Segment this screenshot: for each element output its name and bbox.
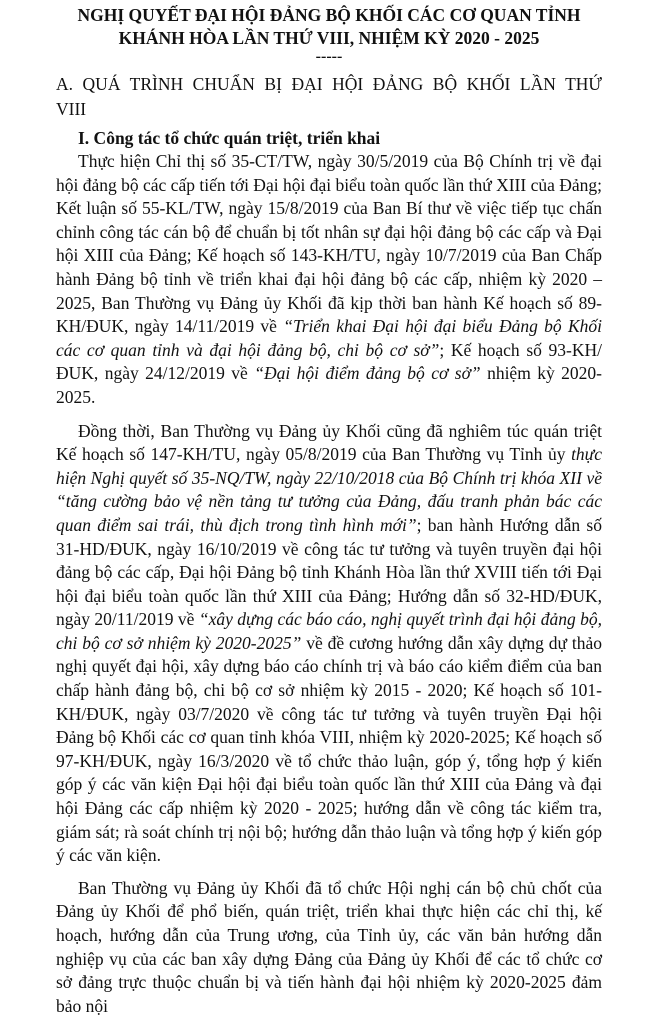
paragraph-2-text-1: Đồng thời, Ban Thường vụ Đảng ủy Khối cũng đã nghiêm túc quán triệt Kế hoạch số 147-KH/TU, ngày 05/8/2019 của Ban Thường vụ Tỉnh ủy: [56, 420, 602, 465]
paragraph-2: [56, 420, 602, 868]
paragraph-2-text-3: về đề cương hướng dẫn xây dựng dự thảo nghị quyết đại hội, xây dựng báo cáo chính trị và báo cáo kiểm điểm của ban chấp hành đảng bộ, chi bộ cơ sở nhiệm kỳ 2015 - 2020; Kế hoạch số 101-KH/ĐUK, ngày 03/7/2020 về công tác tư tưởng và tuyên truyền Đại hội Đảng bộ Khối các cơ quan tỉnh khóa VIII, nhiệm kỳ 2020-2025; Kế hoạch số 97-KH/ĐUK, ngày 16/3/2020 về tổ chức thảo luận, góp ý, tổng hợp ý kiến góp ý các văn kiện Đại hội đại biểu toàn quốc lần thứ XIII của Đảng và đại hội Đảng các cấp nhiệm kỳ 2020 - 2025; hướng dẫn về công tác kiểm tra, giám sát; rà soát chính trị nội bộ; hướng dẫn thảo luận và tổng hợp ý kiến góp ý các văn kiện.: [56, 632, 603, 866]
paragraph-3: Ban Thường vụ Đảng ủy Khối đã tổ chức Hội nghị cán bộ chủ chốt của Đảng ủy Khối để phổ biến, quán triệt, triển khai thực hiện các chỉ thị, kế hoạch, hướng dẫn của Trung ương, của Tỉnh ủy, các văn bản hướng dẫn nghiệp vụ của các ban xây dựng Đảng của Đảng ủy Khối để các tổ chức cơ sở đảng trực thuộc chuẩn bị và tiến hành đại hội nhiệm kỳ 2020-2025 đảm bảo nội: [56, 877, 602, 1016]
paragraph-1-italic-2: “Đại hội điểm đảng bộ cơ sở”: [254, 363, 481, 384]
paragraph-1: [56, 150, 602, 410]
paragraph-2-italic-2: “xây dựng các báo cáo, nghị quyết trình đại hội đảng bộ, chi bộ cơ sở nhiệm kỳ 2020-2025”: [56, 609, 602, 653]
paragraph-1-italic-1: “Triển khai Đại hội đại biểu Đảng bộ Khối các cơ quan tỉnh và đại hội đảng bộ, chi bộ cơ sở”: [56, 316, 602, 360]
paragraph-1-text-2: ; Kế hoạch số 93-KH/ĐUK, ngày 24/12/2019 về: [56, 339, 602, 384]
title-line-2: KHÁNH HÒA LẦN THỨ VIII, NHIỆM KỲ 2020 - 2025: [118, 28, 540, 48]
paragraph-2-text-2: ; ban hành Hướng dẫn số 31-HD/ĐUK, ngày 16/10/2019 về công tác tư tưởng và tuyên truyền đại hội đảng bộ các cấp, Đại hội Đảng bộ tỉnh Khánh Hòa lần thứ XVIII tiến tới Đại hội đại biểu toàn quốc lần thứ XIII của Đảng; Hướng dẫn số 32-HD/ĐUK, ngày 20/11/2019 về: [56, 514, 602, 630]
section-heading-a: A. QUÁ TRÌNH CHUẨN BỊ ĐẠI HỘI ĐẢNG BỘ KHỐI LẦN THỨ VIII: [56, 74, 602, 119]
paragraph-1-text-3: nhiệm kỳ 2020-2025.: [56, 363, 602, 407]
paragraph-1-text-1: Thực hiện Chỉ thị số 35-CT/TW, ngày 30/5/2019 của Bộ Chính trị về đại hội đảng bộ các cấp tiến tới Đại hội đại biểu toàn quốc lần thứ XIII của Đảng; Kết luận số 55-KL/TW, ngày 15/8/2019 của Ban Bí thư về việc tiếp tục chấn chỉnh công tác cán bộ để chuẩn bị tốt nhân sự đại hội đảng bộ các cấp và Đại hội XIII của Đảng; Kế hoạch số 143-KH/TU, ngày 10/7/2019 của Ban Chấp hành Đảng bộ tỉnh về triển khai đại hội đảng bộ các cấp, nhiệm kỳ 2020 – 2025, Ban Thường vụ Đảng ủy Khối đã kịp thời ban hành Kế hoạch số 89-KH/ĐUK, ngày 14/11/2019 về: [56, 151, 602, 337]
subsection-heading-i: I. Công tác tổ chức quán triệt, triển khai: [78, 128, 381, 148]
paragraph-2-italic-1: thực hiện Nghị quyết số 35-NQ/TW, ngày 22/10/2018 của Bộ Chính trị khóa XII về “tăng cường bảo vệ nền tảng tư tưởng của Đảng, đấu tranh phản bác các quan điểm sai trái, thù địch trong tình hình mới”: [56, 444, 602, 535]
title-divider: -----: [315, 48, 343, 65]
document-title: [56, 4, 602, 50]
title-line-1: NGHỊ QUYẾT ĐẠI HỘI ĐẢNG BỘ KHỐI CÁC CƠ QUAN TỈNH: [77, 5, 581, 25]
